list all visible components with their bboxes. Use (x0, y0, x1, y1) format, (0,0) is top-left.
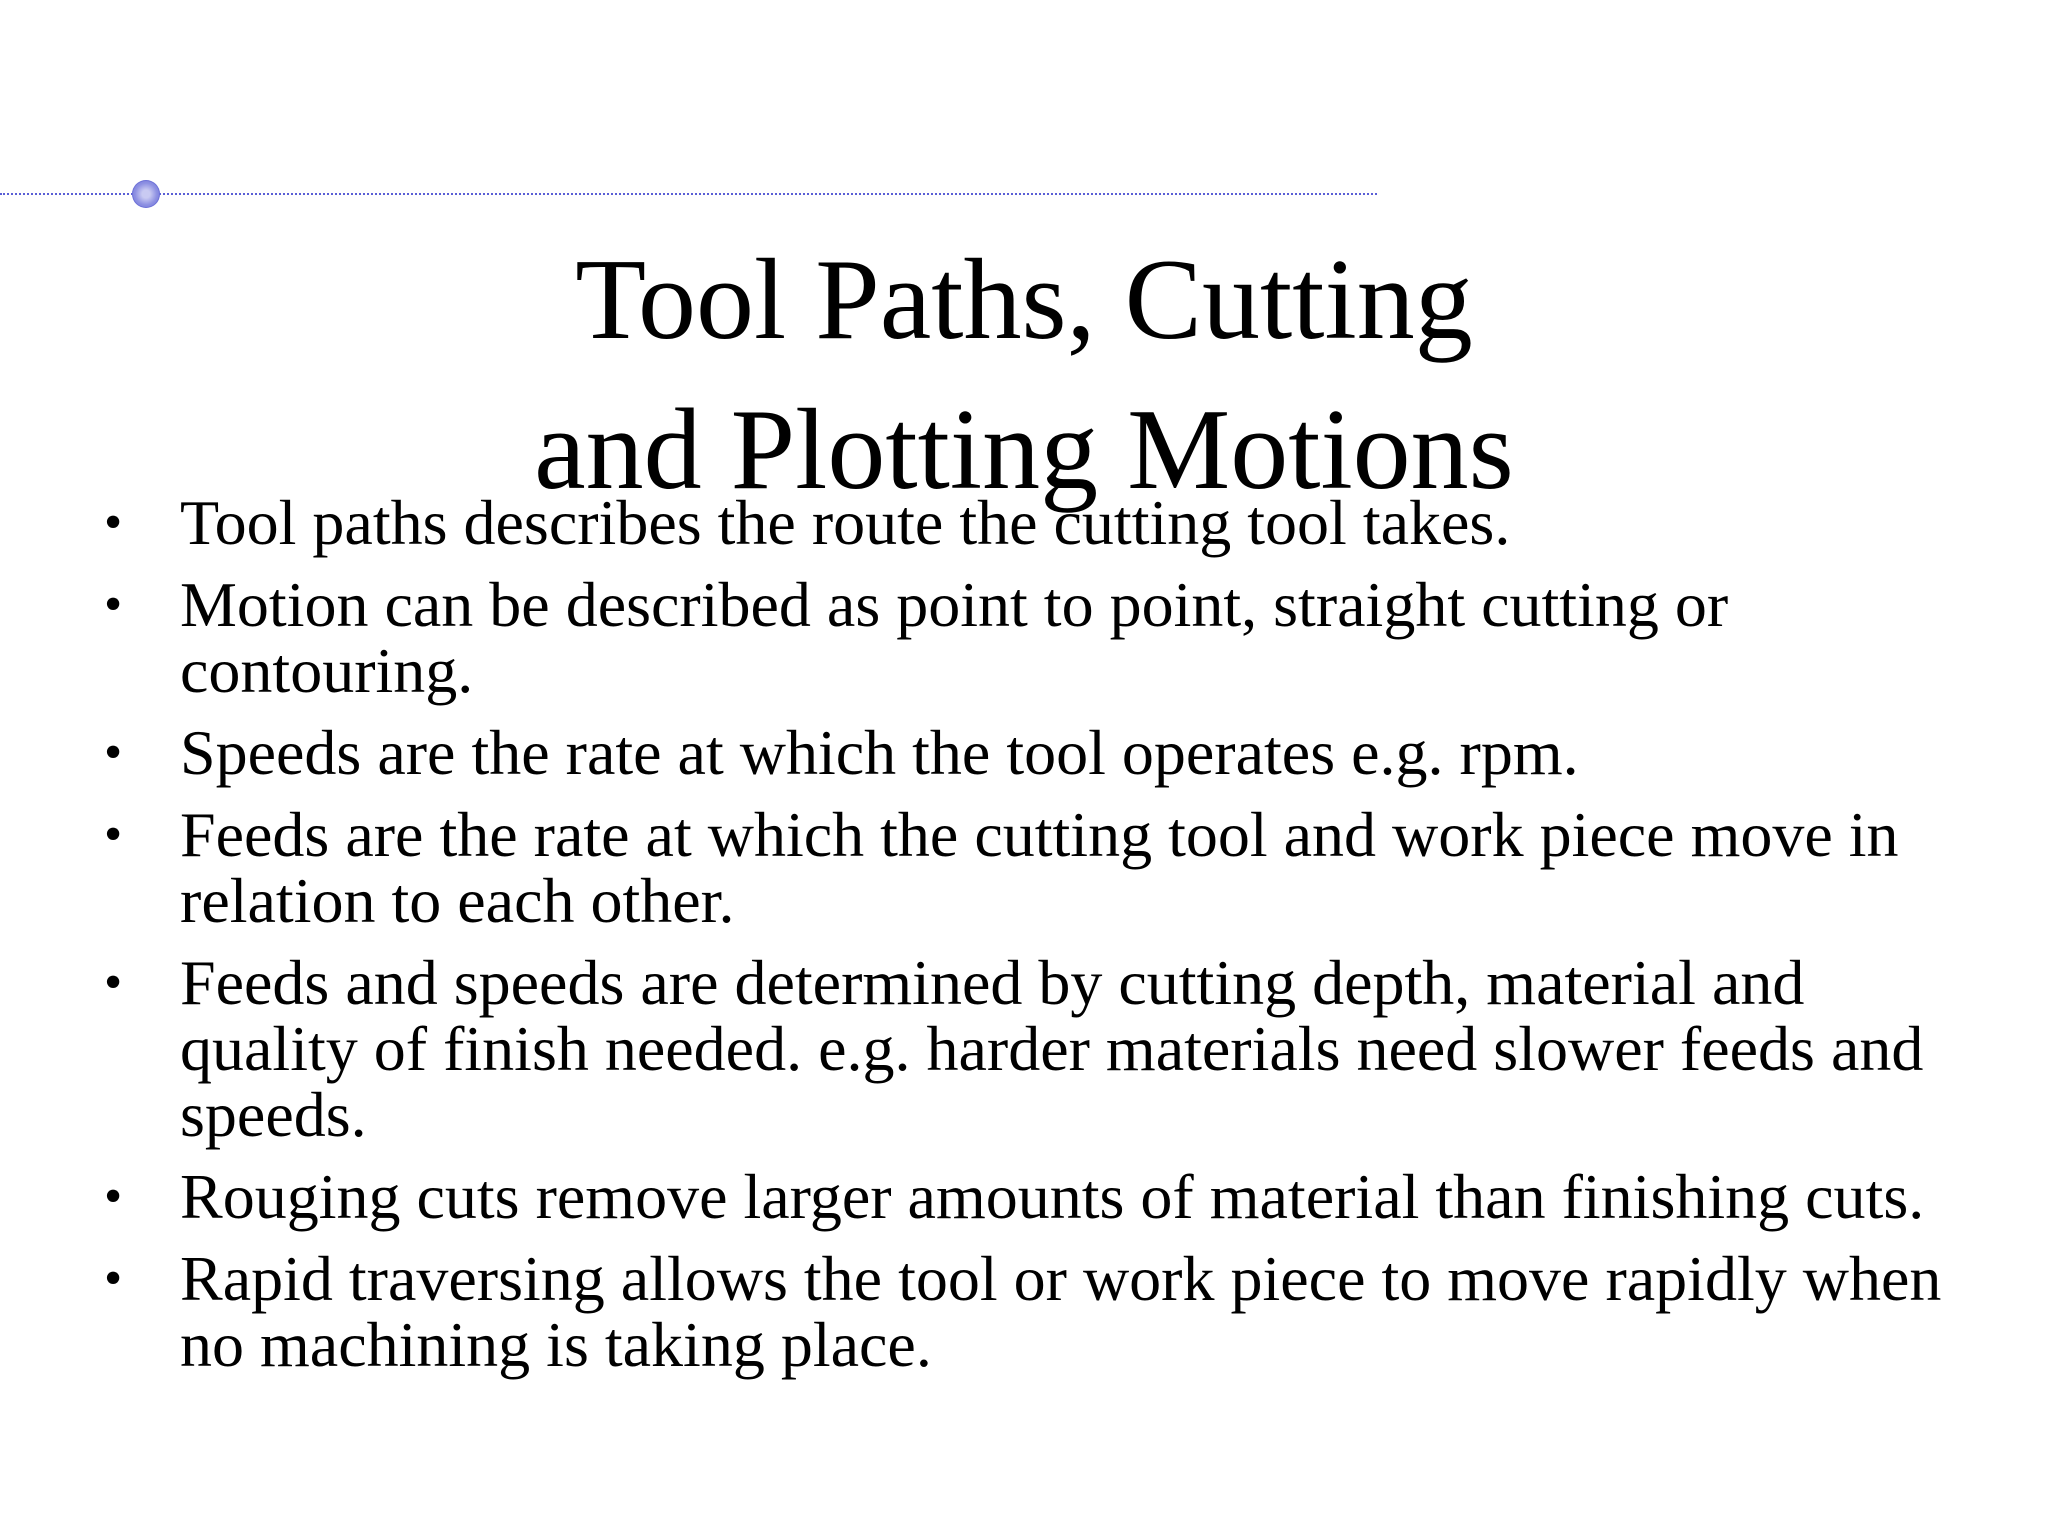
bullet-icon: • (104, 954, 123, 1011)
bullet-icon: • (104, 1250, 123, 1307)
bullet-item-feeds (100, 799, 1980, 936)
bullet-item-motion (100, 569, 1980, 706)
bullet-list (100, 487, 1980, 1394)
bullet-text: Rouging cuts remove larger amounts of material than finishing cuts. (180, 1161, 1925, 1232)
bullet-item-feeds-and-speeds (100, 947, 1980, 1150)
slide-title (0, 225, 2048, 525)
bullet-icon: • (104, 576, 123, 633)
bullet-item-speeds (100, 717, 1980, 788)
bullet-text: Feeds are the rate at which the cutting tool and work piece move in relation to each other. (180, 799, 1899, 936)
bullet-icon: • (104, 724, 123, 781)
bullet-icon: • (104, 494, 123, 551)
bullet-text: Tool paths describes the route the cutting tool takes. (180, 487, 1511, 558)
bullet-text: Speeds are the rate at which the tool operates e.g. rpm. (180, 717, 1579, 788)
divider-dot-icon (132, 180, 160, 208)
decorative-divider-line (0, 193, 1377, 195)
bullet-icon: • (104, 806, 123, 863)
bullet-text: Feeds and speeds are determined by cutting depth, material and quality of finish needed. e.g. harder materials need slower feeds and speeds. (180, 947, 1924, 1150)
slide-title-line-2: and Plotting Motions (534, 386, 1514, 514)
slide-title-line-1: Tool Paths, Cutting (575, 236, 1473, 364)
bullet-text: Rapid traversing allows the tool or work piece to move rapidly when no machining is taking place. (180, 1243, 1942, 1380)
bullet-item-tool-paths (100, 487, 1980, 558)
bullet-item-roughing-cuts (100, 1161, 1980, 1232)
bullet-text: Motion can be described as point to point, straight cutting or contouring. (180, 569, 1729, 706)
bullet-item-rapid-traversing (100, 1243, 1980, 1380)
bullet-icon: • (104, 1168, 123, 1225)
